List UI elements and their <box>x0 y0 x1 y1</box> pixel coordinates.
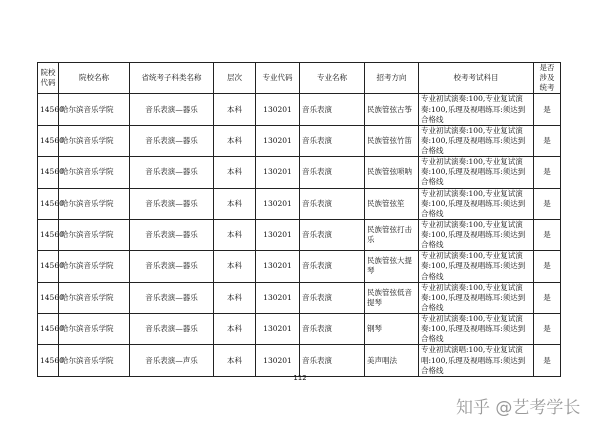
school-code-cell: 14560 <box>38 314 59 345</box>
school-name-cell: 哈尔滨音乐学院 <box>59 157 130 188</box>
school-name-cell: 哈尔滨音乐学院 <box>59 94 130 125</box>
exam-subjects-cell: 专业初试演奏:100,专业复试演奏:100,乐理及视唱练耳:须达到合格线 <box>419 219 534 250</box>
level-cell: 本科 <box>214 314 256 345</box>
table-row <box>38 251 561 282</box>
table-row <box>38 125 561 156</box>
school-code-cell: 14560 <box>38 125 59 156</box>
major-name-cell: 音乐表演 <box>300 188 365 219</box>
school-name-cell: 哈尔滨音乐学院 <box>59 282 130 313</box>
major-name-cell: 音乐表演 <box>300 125 365 156</box>
school-name-cell: 哈尔滨音乐学院 <box>59 125 130 156</box>
unified-exam-cell: 是 <box>534 314 561 345</box>
header-cell: 专业代码 <box>256 63 300 94</box>
school-code-cell: 14560 <box>38 219 59 250</box>
page-number: 112 <box>293 374 307 382</box>
level-cell: 本科 <box>214 94 256 125</box>
direction-cell: 美声唱法 <box>365 345 419 376</box>
major-name-cell: 音乐表演 <box>300 282 365 313</box>
school-name-cell: 哈尔滨音乐学院 <box>59 219 130 250</box>
major-name-cell: 音乐表演 <box>300 251 365 282</box>
direction-cell: 民族管弦大提琴 <box>365 251 419 282</box>
exam-subjects-cell: 专业初试演奏:100,专业复试演奏:100,乐理及视唱练耳:须达到合格线 <box>419 251 534 282</box>
table-body <box>38 94 561 376</box>
school-code-cell: 14560 <box>38 251 59 282</box>
header-cell: 省统考子科类名称 <box>130 63 214 94</box>
major-code-cell: 130201 <box>256 314 300 345</box>
category-cell: 音乐表演—器乐 <box>130 125 214 156</box>
header-cell: 是否涉及统考 <box>534 63 561 94</box>
watermark: 知乎 @艺考学长 <box>456 398 581 418</box>
exam-subjects-cell: 专业初试演奏:100,专业复试演奏:100,乐理及视唱练耳:须达到合格线 <box>419 282 534 313</box>
unified-exam-cell: 是 <box>534 94 561 125</box>
header-cell: 专业名称 <box>300 63 365 94</box>
major-code-cell: 130201 <box>256 345 300 376</box>
level-cell: 本科 <box>214 125 256 156</box>
category-cell: 音乐表演—器乐 <box>130 314 214 345</box>
unified-exam-cell: 是 <box>534 219 561 250</box>
major-code-cell: 130201 <box>256 282 300 313</box>
major-code-cell: 130201 <box>256 219 300 250</box>
category-cell: 音乐表演—器乐 <box>130 94 214 125</box>
direction-cell: 民族管弦唢呐 <box>365 157 419 188</box>
direction-cell: 钢琴 <box>365 314 419 345</box>
table-row <box>38 157 561 188</box>
table-row <box>38 314 561 345</box>
direction-cell: 民族管弦笙 <box>365 188 419 219</box>
school-code-cell: 14560 <box>38 188 59 219</box>
unified-exam-cell: 是 <box>534 345 561 376</box>
school-name-cell: 哈尔滨音乐学院 <box>59 314 130 345</box>
category-cell: 音乐表演—器乐 <box>130 157 214 188</box>
major-code-cell: 130201 <box>256 251 300 282</box>
school-name-cell: 哈尔滨音乐学院 <box>59 251 130 282</box>
header-cell: 层次 <box>214 63 256 94</box>
school-code-cell: 14560 <box>38 157 59 188</box>
header-cell: 招考方向 <box>365 63 419 94</box>
major-name-cell: 音乐表演 <box>300 94 365 125</box>
major-code-cell: 130201 <box>256 94 300 125</box>
unified-exam-cell: 是 <box>534 188 561 219</box>
direction-cell: 民族管弦打击乐 <box>365 219 419 250</box>
school-code-cell: 14560 <box>38 345 59 376</box>
category-cell: 音乐表演—器乐 <box>130 219 214 250</box>
major-name-cell: 音乐表演 <box>300 345 365 376</box>
school-code-cell: 14560 <box>38 94 59 125</box>
table-row <box>38 94 561 125</box>
unified-exam-cell: 是 <box>534 282 561 313</box>
header-cell: 院校名称 <box>59 63 130 94</box>
table-row <box>38 345 561 376</box>
exam-subjects-cell: 专业初试演奏:100,专业复试演奏:100,乐理及视唱练耳:须达到合格线 <box>419 94 534 125</box>
level-cell: 本科 <box>214 188 256 219</box>
category-cell: 音乐表演—器乐 <box>130 188 214 219</box>
exam-subjects-cell: 专业初试演奏:100,专业复试演奏:100,乐理及视唱练耳:须达到合格线 <box>419 188 534 219</box>
direction-cell: 民族管弦竹笛 <box>365 125 419 156</box>
admissions-table <box>37 62 561 377</box>
category-cell: 音乐表演—器乐 <box>130 251 214 282</box>
school-code-cell: 14560 <box>38 282 59 313</box>
exam-subjects-cell: 专业初试演奏:100,专业复试演奏:100,乐理及视唱练耳:须达到合格线 <box>419 314 534 345</box>
level-cell: 本科 <box>214 282 256 313</box>
table-row <box>38 282 561 313</box>
direction-cell: 民族管弦低音提琴 <box>365 282 419 313</box>
major-name-cell: 音乐表演 <box>300 219 365 250</box>
unified-exam-cell: 是 <box>534 251 561 282</box>
level-cell: 本科 <box>214 219 256 250</box>
level-cell: 本科 <box>214 251 256 282</box>
level-cell: 本科 <box>214 345 256 376</box>
table-header-row <box>38 63 561 94</box>
category-cell: 音乐表演—声乐 <box>130 345 214 376</box>
school-name-cell: 哈尔滨音乐学院 <box>59 345 130 376</box>
exam-subjects-cell: 专业初试演唱:100,专业复试演唱:100,乐理及视唱练耳:须达到合格线 <box>419 345 534 376</box>
header-cell: 校考考试科目 <box>419 63 534 94</box>
major-code-cell: 130201 <box>256 125 300 156</box>
exam-subjects-cell: 专业初试演奏:100,专业复试演奏:100,乐理及视唱练耳:须达到合格线 <box>419 125 534 156</box>
major-name-cell: 音乐表演 <box>300 157 365 188</box>
header-cell: 院校代码 <box>38 63 59 94</box>
unified-exam-cell: 是 <box>534 157 561 188</box>
exam-subjects-cell: 专业初试演奏:100,专业复试演奏:100,乐理及视唱练耳:须达到合格线 <box>419 157 534 188</box>
school-name-cell: 哈尔滨音乐学院 <box>59 188 130 219</box>
major-name-cell: 音乐表演 <box>300 314 365 345</box>
major-code-cell: 130201 <box>256 157 300 188</box>
table-row <box>38 188 561 219</box>
direction-cell: 民族管弦古筝 <box>365 94 419 125</box>
level-cell: 本科 <box>214 157 256 188</box>
category-cell: 音乐表演—器乐 <box>130 282 214 313</box>
unified-exam-cell: 是 <box>534 125 561 156</box>
major-code-cell: 130201 <box>256 188 300 219</box>
table-row <box>38 219 561 250</box>
